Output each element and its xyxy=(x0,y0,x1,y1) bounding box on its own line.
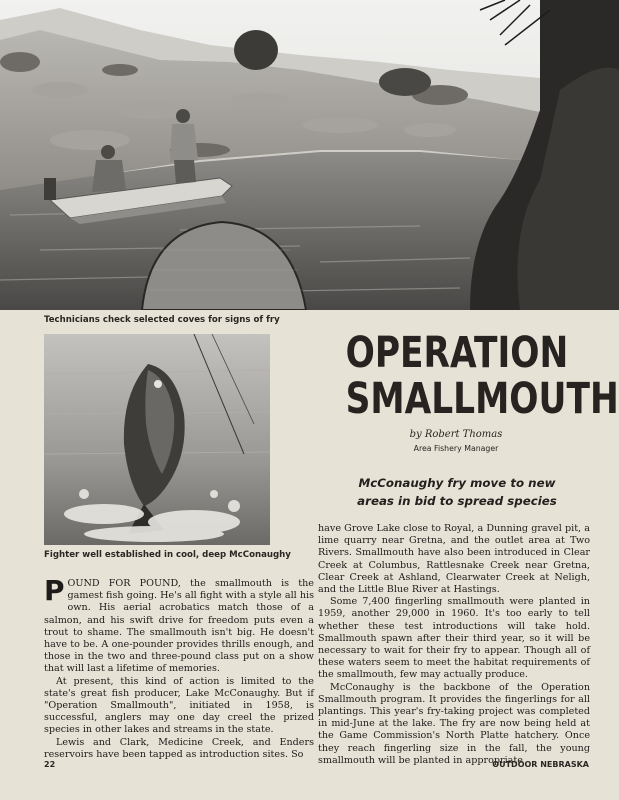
deck-line-2: areas in bid to spread species xyxy=(357,494,557,508)
paragraph-1-text: OUND FOR POUND, the smallmouth is the gamest fish going. He's all fight with a style all his own. His aerial acrobatics match those of a salmon, and his swift drive for freedom puts even a trout to shame. The smallmouth isn't big. He doesn't have to be. A one-pounder provides thrills enough, and those in the two and three-pound class put on a show that will last a lifetime of memories. xyxy=(44,578,314,675)
paragraph-3: Lewis and Clark, Medicine Creek, and Enders reservoirs have been tapped as introduction sites. So xyxy=(44,736,314,760)
article-deck xyxy=(330,474,584,510)
top-photo-caption: Technicians check selected coves for signs of fry xyxy=(44,315,280,325)
author-role: Area Fishery Manager xyxy=(413,444,499,453)
lake-boat-photo xyxy=(0,0,619,310)
fish-photo-caption: Fighter well established in cool, deep McConaughy xyxy=(44,550,291,560)
byline: by Robert Thomas xyxy=(409,429,503,440)
left-column xyxy=(44,574,314,761)
deck-line-1: McConaughy fry move to new xyxy=(358,476,556,490)
paragraph-4: have Grove Lake close to Royal, a Dunning gravel pit, a lime quarry near Gretna, and the outlet area at Two Rivers. Smallmouth have also been introduced in Clear Creek at Columbus, Rattlesnake Creek near Gretna, Clear Creek at Ashland, Clearwater Creek at Neligh, and the Little Blue River at Hastings. xyxy=(318,523,590,596)
paragraph-5: Some 7,400 fingerling smallmouth were planted in 1959, another 29,000 in 1960. It's too early to tell whether these test introductions will take hold. Smallmouth spawn after their third year, so it will be necessary to wait for their fry to appear. Though all of these waters seem to meet the habitat requirements of the smallmouth, few may actually produce. xyxy=(318,596,590,681)
fish-photo xyxy=(44,334,270,545)
top-photo xyxy=(0,0,619,310)
page-number: 22 xyxy=(44,760,56,769)
paragraph-2: At present, this kind of action is limited to the state's great fish producer, Lake McConaughy. But if "Operation Smallmouth", initiated in 1958, is successful, anglers may one day creel the prized species in other lakes and streams in the state. xyxy=(44,675,314,736)
right-column xyxy=(318,523,590,767)
publication-name: OUTDOOR NEBRASKA xyxy=(492,760,589,769)
article-title-line-1: OPERATION xyxy=(345,328,569,378)
leaping-smallmouth-photo xyxy=(44,334,270,545)
article-title-line-2: SMALLMOUTH xyxy=(345,374,619,424)
paragraph-1 xyxy=(44,574,314,676)
article-title xyxy=(345,328,619,424)
paragraph-6: McConaughy is the backbone of the Operation Smallmouth program. It provides the fingerlings for all plantings. This year's fry-taking project was completed in mid-June at the lake. The fry are now being held at the Game Commission's North Platte hatchery. Once they reach fingerling size in the fall, the young smallmouth will be planted in appropriate xyxy=(318,681,590,766)
drop-cap: P xyxy=(44,574,65,607)
